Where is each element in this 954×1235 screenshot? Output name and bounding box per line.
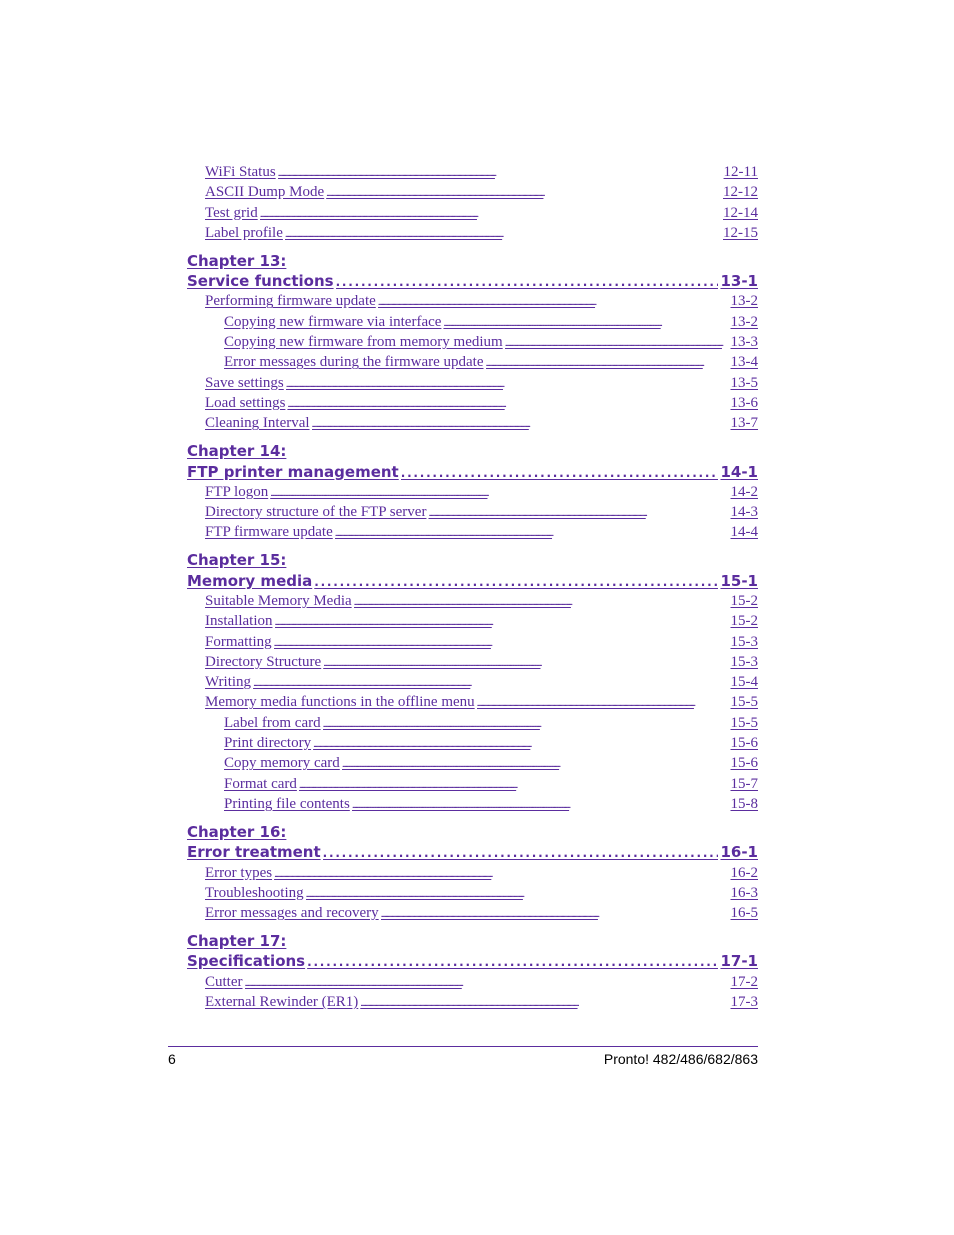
toc-entry-page: 15-8 [730, 795, 758, 812]
chapter-page: 16-1 [720, 843, 758, 862]
toc-entry-title: Copying new firmware via interface [224, 313, 442, 330]
chapter-page: 13-1 [720, 272, 758, 291]
toc-entry-page: 13-5 [730, 374, 758, 391]
toc-entry[interactable] [187, 591, 758, 611]
toc-entry[interactable] [187, 794, 758, 814]
toc-entry[interactable] [187, 332, 758, 352]
toc-entry-page: 15-2 [730, 613, 758, 630]
toc-pre-entries [187, 162, 758, 243]
toc-entry[interactable] [187, 632, 758, 652]
toc-leader [286, 373, 729, 394]
toc-entry-page: 12-12 [723, 184, 758, 201]
toc-leader [274, 863, 728, 884]
chapter-title: Error treatment [187, 843, 321, 862]
toc-leader [505, 332, 729, 353]
toc-entry-page: 16-5 [730, 905, 758, 922]
toc-chapter-section [187, 822, 758, 923]
toc-entry-page: 16-3 [730, 884, 758, 901]
toc-entry-title: Copying new firmware from memory medium [224, 334, 503, 351]
toc-entry-title: Installation [205, 613, 273, 630]
toc-entry-page: 15-3 [730, 633, 758, 650]
chapter-title: Service functions [187, 272, 334, 291]
toc-entry-title: Writing [205, 674, 252, 691]
toc-entry-page: 16-2 [730, 864, 758, 881]
chapter-title: FTP printer management [187, 462, 399, 481]
toc-entry-page: 12-11 [723, 164, 758, 180]
table-of-contents [187, 162, 758, 1012]
toc-entry[interactable] [187, 733, 758, 753]
toc-entry-page: 15-3 [730, 653, 758, 670]
chapter-label-link[interactable]: Chapter 16: [187, 822, 287, 841]
toc-leader [323, 652, 728, 673]
toc-leader [260, 203, 721, 224]
chapter-title: Specifications [187, 952, 306, 971]
toc-entry[interactable] [187, 502, 758, 522]
toc-entry-title: Memory media functions in the offline menu [205, 694, 475, 711]
toc-leader [428, 502, 728, 523]
toc-entry-page: 15-4 [730, 674, 758, 691]
toc-entry-title: Error messages and recovery [205, 905, 379, 922]
toc-entry[interactable] [187, 652, 758, 672]
toc-entry-page: 13-6 [730, 394, 758, 411]
toc-entry[interactable] [187, 223, 758, 243]
toc-entry[interactable] [187, 413, 758, 433]
toc-leader [307, 951, 718, 972]
toc-entry-page: 13-3 [730, 334, 758, 351]
toc-leader [314, 571, 718, 592]
toc-entry-title: Label from card [224, 714, 321, 731]
toc-leader [323, 842, 719, 863]
toc-entry[interactable] [187, 672, 758, 692]
toc-entry[interactable] [187, 774, 758, 794]
toc-entry[interactable] [187, 753, 758, 773]
toc-entry-page: 13-7 [730, 415, 758, 432]
toc-leader [275, 611, 729, 632]
toc-entry-title: Copy memory card [224, 755, 340, 772]
chapter-label-link[interactable]: Chapter 17: [187, 932, 287, 951]
toc-leader [313, 733, 728, 754]
chapter-page: 15-1 [720, 571, 758, 590]
chapter-label-link[interactable]: Chapter 15: [187, 551, 287, 570]
toc-entry-page: 13-2 [730, 313, 758, 330]
chapter-title: Memory media [187, 571, 313, 590]
toc-entry-title: Load settings [205, 394, 286, 411]
toc-entry-page: 14-3 [730, 504, 758, 521]
toc-entry[interactable] [187, 312, 758, 332]
toc-leader [401, 462, 719, 483]
toc-entry-page: 14-4 [730, 524, 758, 541]
toc-leader [486, 352, 729, 373]
toc-leader [336, 271, 719, 292]
toc-entry-title: Cleaning Interval [205, 415, 310, 432]
toc-entry-title: Troubleshooting [205, 884, 304, 901]
toc-entry-title: WiFi Status [205, 164, 276, 180]
toc-leader [306, 883, 729, 904]
footer-product-name: Pronto! 482/486/682/863 [603, 1051, 758, 1067]
chapter-title-link[interactable] [187, 842, 758, 862]
toc-entry-page: 15-6 [730, 755, 758, 772]
chapter-label-link[interactable]: Chapter 14: [187, 442, 287, 461]
toc-leader [299, 774, 729, 795]
toc-entry-page: 13-4 [730, 354, 758, 371]
toc-leader [274, 632, 729, 653]
toc-entry[interactable] [187, 291, 758, 311]
chapter-page: 17-1 [720, 952, 758, 971]
toc-leader [278, 162, 722, 183]
toc-leader [335, 522, 729, 543]
toc-leader [323, 713, 729, 734]
toc-entry[interactable] [187, 182, 758, 202]
toc-leader [360, 992, 728, 1013]
toc-leader [312, 413, 729, 434]
toc-entry-title: Formatting [205, 633, 272, 650]
toc-entry[interactable] [187, 692, 758, 712]
toc-entry-title: Save settings [205, 374, 284, 391]
toc-leader [270, 482, 728, 503]
toc-leader [326, 182, 721, 203]
toc-entry-title: Directory Structure [205, 653, 322, 670]
toc-entry-title: Directory structure of the FTP server [205, 504, 427, 521]
toc-leader [245, 972, 729, 993]
toc-leader [285, 223, 721, 244]
toc-entry-page: 15-7 [730, 775, 758, 792]
toc-chapters [187, 251, 758, 1012]
toc-chapter-section [187, 251, 758, 434]
toc-entry-page: 13-2 [730, 293, 758, 310]
toc-entry-title: Error messages during the firmware update [224, 354, 484, 371]
toc-entry[interactable] [187, 972, 758, 992]
chapter-page: 14-1 [720, 462, 758, 481]
chapter-title-link[interactable] [187, 571, 758, 591]
toc-entry[interactable] [187, 203, 758, 223]
toc-leader [253, 672, 728, 693]
toc-entry-title: Error types [205, 864, 273, 881]
toc-entry-title: Test grid [205, 204, 258, 221]
toc-entry[interactable] [187, 352, 758, 372]
toc-entry-page: 15-5 [730, 694, 758, 711]
toc-entry-title: Label profile [205, 224, 283, 241]
toc-leader [381, 903, 729, 924]
chapter-title-link[interactable] [187, 462, 758, 482]
toc-entry[interactable] [187, 522, 758, 542]
toc-entry[interactable] [187, 883, 758, 903]
toc-entry-title: Suitable Memory Media [205, 593, 352, 609]
toc-leader [477, 692, 729, 713]
toc-leader [443, 312, 728, 333]
toc-leader [378, 291, 729, 312]
chapter-title-link[interactable] [187, 951, 758, 971]
toc-leader [352, 794, 729, 815]
toc-entry-page: 15-6 [730, 735, 758, 752]
chapter-label-link[interactable]: Chapter 13: [187, 251, 287, 270]
toc-entry-title: Cutter [205, 973, 243, 990]
toc-entry[interactable] [187, 162, 758, 182]
toc-entry-page: 12-15 [723, 224, 758, 241]
toc-leader [287, 393, 728, 414]
toc-leader [342, 753, 729, 774]
toc-entry[interactable] [187, 713, 758, 733]
toc-leader [354, 591, 729, 612]
toc-entry-title: FTP logon [205, 483, 269, 500]
toc-entry[interactable] [187, 992, 758, 1012]
footer-page-number: 6 [168, 1051, 176, 1067]
toc-entry[interactable] [187, 482, 758, 502]
toc-entry-page: 17-2 [730, 973, 758, 990]
toc-chapter-section [187, 441, 758, 542]
chapter-title-link[interactable] [187, 271, 758, 291]
toc-entry-title: FTP firmware update [205, 524, 333, 541]
toc-entry-title: External Rewinder (ER1) [205, 994, 359, 1011]
toc-entry-title: Performing firmware update [205, 293, 376, 310]
footer-rule [168, 1046, 758, 1047]
toc-entry[interactable] [187, 393, 758, 413]
toc-entry-title: ASCII Dump Mode [205, 184, 325, 201]
toc-entry-title: Print directory [224, 735, 312, 752]
toc-entry-page: 15-5 [730, 714, 758, 731]
toc-entry[interactable] [187, 903, 758, 923]
toc-entry-page: 12-14 [723, 204, 758, 221]
toc-entry-page: 17-3 [730, 994, 758, 1011]
toc-chapter-section [187, 931, 758, 1012]
toc-entry-title: Printing file contents [224, 795, 350, 812]
toc-entry-page: 15-2 [730, 593, 758, 609]
toc-chapter-section [187, 550, 758, 814]
toc-entry-page: 14-2 [730, 483, 758, 500]
toc-entry[interactable] [187, 863, 758, 883]
toc-entry-title: Format card [224, 775, 297, 792]
toc-entry[interactable] [187, 373, 758, 393]
toc-entry[interactable] [187, 611, 758, 631]
